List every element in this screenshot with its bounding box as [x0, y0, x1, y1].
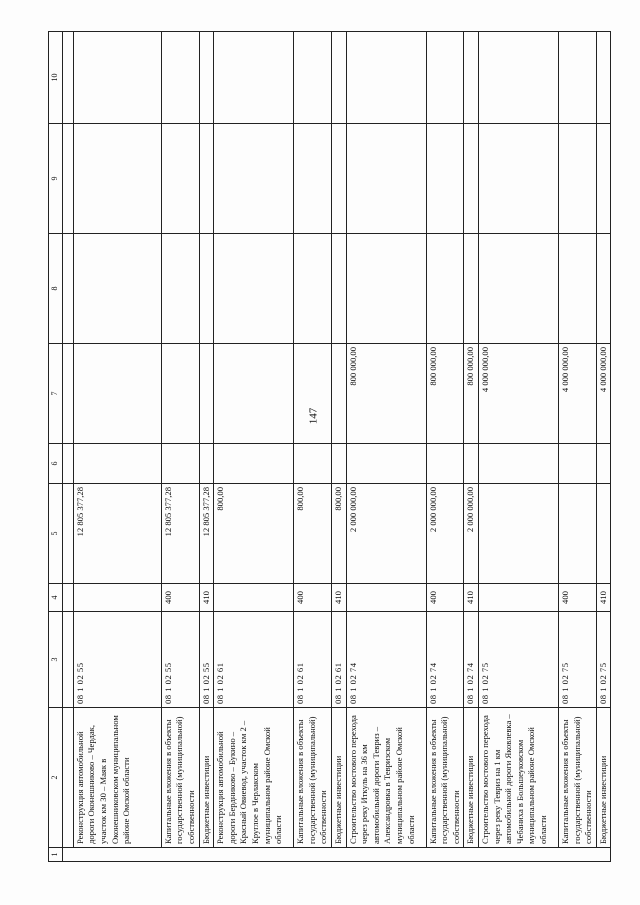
- row-col8: [214, 234, 294, 344]
- row-col7: [199, 344, 214, 444]
- row-col9: [558, 124, 596, 234]
- row-col5: 2 000 000,00: [464, 484, 479, 584]
- row-name: Бюджетные инвестиции: [199, 708, 214, 848]
- row-vr: [478, 584, 558, 612]
- row-vr: 410: [199, 584, 214, 612]
- row-col8: [294, 234, 332, 344]
- table-row: [73, 32, 161, 862]
- row-col10: [294, 32, 332, 124]
- row-col10: [464, 32, 479, 124]
- spacer-cell: [62, 584, 73, 612]
- row-code: 08 1 02 61: [331, 612, 346, 708]
- table-row: [214, 32, 294, 862]
- row-col5: 800,00: [214, 484, 294, 584]
- row-code: 08 1 02 55: [161, 612, 199, 708]
- row-code: 08 1 02 55: [73, 612, 161, 708]
- rotated-table-container: [48, 32, 608, 862]
- row-col5: 12 805 377,28: [73, 484, 161, 584]
- row-col8: [596, 234, 611, 344]
- spacer-cell: [62, 444, 73, 484]
- row-col10: [73, 32, 161, 124]
- page-number: 147: [307, 407, 320, 425]
- row-name: Бюджетные инвестиции: [464, 708, 479, 848]
- row-code: 08 1 02 75: [558, 612, 596, 708]
- row-col5: [558, 484, 596, 584]
- row-name: Капитальные вложения в объекты государственной (муниципальной) собственности: [294, 708, 332, 848]
- row-col7: 4 000 000,00: [558, 344, 596, 444]
- spacer-cell: [62, 708, 73, 848]
- row-vr: 410: [331, 584, 346, 612]
- row-col5: 800,00: [294, 484, 332, 584]
- row-col9: [161, 124, 199, 234]
- row-col8: [199, 234, 214, 344]
- row-code: 08 1 02 55: [199, 612, 214, 708]
- row-col6: [346, 444, 426, 484]
- col-header-6: 6: [49, 444, 63, 484]
- col-header-8: 8: [49, 234, 63, 344]
- row-code: 08 1 02 74: [346, 612, 426, 708]
- row-col9: [346, 124, 426, 234]
- row-col10: [478, 32, 558, 124]
- row-col10: [214, 32, 294, 124]
- spacer-cell: [62, 32, 73, 124]
- row-col9: [199, 124, 214, 234]
- row-col10: [199, 32, 214, 124]
- row-col8: [426, 234, 464, 344]
- row-col7: [331, 344, 346, 444]
- row-col10: [331, 32, 346, 124]
- row-col6: [558, 444, 596, 484]
- row-col6: [214, 444, 294, 484]
- row-col7: [161, 344, 199, 444]
- row-vr: 400: [426, 584, 464, 612]
- row-col9: [464, 124, 479, 234]
- spacer-cell: [62, 344, 73, 444]
- budget-table: [48, 31, 611, 862]
- row-col8: [346, 234, 426, 344]
- row-vr: 400: [294, 584, 332, 612]
- row-col9: [73, 124, 161, 234]
- row-name: Бюджетные инвестиции: [331, 708, 346, 848]
- row-code: 08 1 02 61: [214, 612, 294, 708]
- row-col5: [478, 484, 558, 584]
- row-col5: 2 000 000,00: [346, 484, 426, 584]
- row-col10: [596, 32, 611, 124]
- col-header-1: 1: [49, 848, 63, 862]
- row-vr: [73, 584, 161, 612]
- table-row: [331, 32, 346, 862]
- row-col10: [558, 32, 596, 124]
- col-header-10: 10: [49, 32, 63, 124]
- row-col9: [294, 124, 332, 234]
- table-row: [596, 32, 611, 862]
- row-col10: [346, 32, 426, 124]
- spacer-cell: [62, 124, 73, 234]
- table-viewport: [48, 32, 608, 862]
- row-vr: 400: [558, 584, 596, 612]
- row-col6: [426, 444, 464, 484]
- row-col9: [478, 124, 558, 234]
- col-header-9: 9: [49, 124, 63, 234]
- col-header-7: 7: [49, 344, 63, 444]
- column-number-row: [49, 32, 63, 862]
- row-name: Капитальные вложения в объекты государственной (муниципальной) собственности: [161, 708, 199, 848]
- table-row: [478, 32, 558, 862]
- row-col7: [294, 344, 332, 444]
- row-col6: [199, 444, 214, 484]
- row-code: 08 1 02 61: [294, 612, 332, 708]
- row-col5: 12 805 377,28: [199, 484, 214, 584]
- row-col8: [558, 234, 596, 344]
- col1-cell: [62, 848, 611, 862]
- row-vr: 400: [161, 584, 199, 612]
- row-code: 08 1 02 75: [596, 612, 611, 708]
- row-col9: [214, 124, 294, 234]
- row-col10: [426, 32, 464, 124]
- row-col7: 800 000,00: [426, 344, 464, 444]
- table-row: [464, 32, 479, 862]
- col-header-3: 3: [49, 612, 63, 708]
- table-row: [346, 32, 426, 862]
- row-col9: [331, 124, 346, 234]
- row-name: Капитальные вложения в объекты государственной (муниципальной) собственности: [426, 708, 464, 848]
- row-col10: [161, 32, 199, 124]
- col-header-2: 2: [49, 708, 63, 848]
- row-col6: [294, 444, 332, 484]
- row-col9: [596, 124, 611, 234]
- row-name: Строительство мостового перехода через реку Иткуль на 36 км автомобильной дороги Тевриз – Александровка в Тевризском муниципальном районе Омской области: [346, 708, 426, 848]
- row-col8: [464, 234, 479, 344]
- table-row: [199, 32, 214, 862]
- row-col8: [161, 234, 199, 344]
- row-vr: [214, 584, 294, 612]
- row-col8: [73, 234, 161, 344]
- spacer-cell: [62, 484, 73, 584]
- row-col7: 800 000,00: [464, 344, 479, 444]
- row-col7: 4 000 000,00: [478, 344, 558, 444]
- row-col7: 4 000 000,00: [596, 344, 611, 444]
- row-name: Строительство мостового перехода через реку Тевриз на 1 км автомобильной дороги Яковлевка – Чебаниха в Большеуковском муниципальном районе Омской области: [478, 708, 558, 848]
- row-name: Бюджетные инвестиции: [596, 708, 611, 848]
- row-col6: [73, 444, 161, 484]
- table-row: [558, 32, 596, 862]
- row-vr: [346, 584, 426, 612]
- row-col6: [596, 444, 611, 484]
- row-code: 08 1 02 74: [426, 612, 464, 708]
- row-col6: [161, 444, 199, 484]
- row-col9: [426, 124, 464, 234]
- row-col7: [214, 344, 294, 444]
- row-vr: 410: [596, 584, 611, 612]
- col-header-4: 4: [49, 584, 63, 612]
- row-col5: 12 805 377,28: [161, 484, 199, 584]
- row-code: 08 1 02 75: [478, 612, 558, 708]
- row-col7: [73, 344, 161, 444]
- row-col6: [331, 444, 346, 484]
- row-name: Капитальные вложения в объекты государственной (муниципальной) собственности: [558, 708, 596, 848]
- spacer-cell: [62, 612, 73, 708]
- table-row: [426, 32, 464, 862]
- row-col5: [596, 484, 611, 584]
- row-code: 08 1 02 74: [464, 612, 479, 708]
- row-col5: 2 000 000,00: [426, 484, 464, 584]
- row-col5: 800,00: [331, 484, 346, 584]
- col-header-5: 5: [49, 484, 63, 584]
- table-row-spacer: [62, 32, 73, 862]
- table-row: [161, 32, 199, 862]
- row-vr: 410: [464, 584, 479, 612]
- row-col6: [478, 444, 558, 484]
- spacer-cell: [62, 234, 73, 344]
- table-row: [294, 32, 332, 862]
- row-name: Реконструкция автомобильной дороги Бердниково – Букино – Красный Овиевод, участок км 2 – Круглое в Черлакском муниципальном районе Омской области: [214, 708, 294, 848]
- row-col6: [464, 444, 479, 484]
- row-col8: [478, 234, 558, 344]
- row-col7: 800 000,00: [346, 344, 426, 444]
- row-col8: [331, 234, 346, 344]
- row-name: Реконструкция автомобильной дороги Оконешниково – Чердак, участок км 30 – Маяк в Оконешниковском муниципальном районе Омской области: [73, 708, 161, 848]
